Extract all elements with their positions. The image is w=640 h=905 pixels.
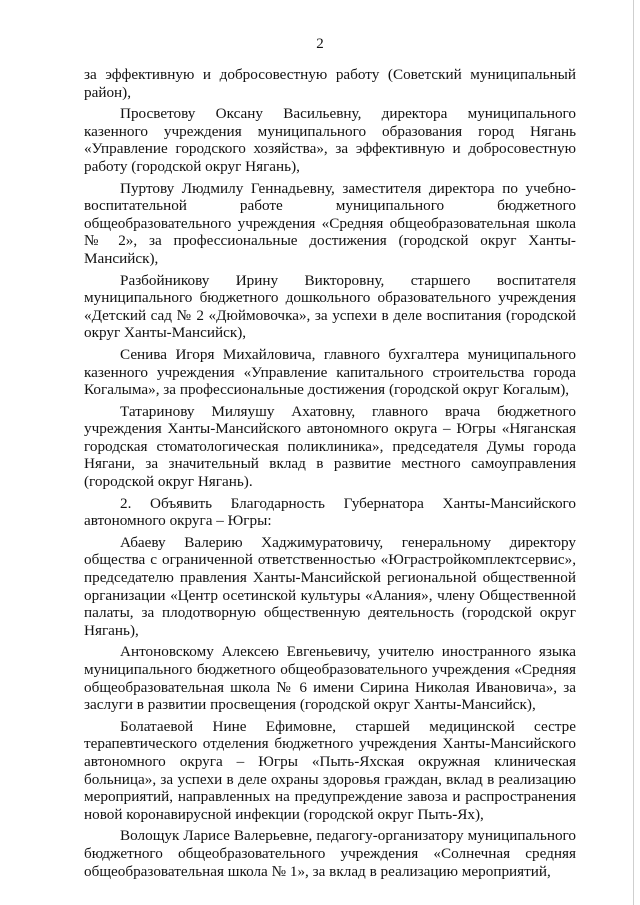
scan-edge (633, 0, 634, 905)
paragraph-antonovsky: Антоновскому Алексею Евгеньевичу, учителю иностранного языка муниципального бюджетного общеобразовательного учреждения «Средняя общеобразовательная школа № 6 имени Сирина Николая Ивановича», за заслуги в развитии просвещения (городской округ Ханты-Мансийск), (84, 643, 576, 714)
paragraph-voloshchuk: Волощук Ларисе Валерьевне, педагогу-организатору муниципального бюджетного общеобразовательного учреждения «Солнечная средняя общеобразовательная школа № 1», за вклад в реализацию мероприятий, (84, 827, 576, 880)
paragraph-seniva: Сенива Игоря Михайловича, главного бухгалтера муниципального казенного учреждения «Управление капитального строительства города Когалыма», за профессиональные достижения (городской округ Когалым), (84, 345, 576, 399)
paragraph-purtova: Пуртову Людмилу Геннадьевну, заместителя директора по учебно-воспитательной работе муниципального бюджетного общеобразовательного учреждения «Средняя общеобразовательная школа № 2», за профессиональные достижения (городской округ Ханты-Мансийск), (84, 179, 576, 267)
document-body (84, 66, 576, 884)
section-2-heading: 2. Объявить Благодарность Губернатора Ханты-Мансийского автономного округа – Югры: (84, 494, 576, 530)
paragraph-prosvetova: Просветову Оксану Васильевну, директора муниципального казенного учреждения муниципального образования город Нягань «Управление городского хозяйства», за эффективную и добросовестную работу (городской округ Нягань), (84, 105, 576, 175)
paragraph-abaev: Абаеву Валерию Хаджимуратовичу, генеральному директору общества с ограниченной ответственностью «Юграстройкомплектсервис», председателю правления Ханты-Мансийской региональной общественной организации «Центр осетинской культуры «Алания», члену Общественной палаты, за плодотворную общественную деятельность (городской округ Нягань), (84, 533, 576, 639)
paragraph-tatarinova: Татаринову Миляушу Ахатовну, главного врача бюджетного учреждения Ханты-Мансийского автономного округа – Югры «Няганская городская стоматологическая поликлиника», председателя Думы города Нягани, за значительный вклад в развитие местного самоуправления (городской округ Нягань). (84, 402, 576, 491)
paragraph-razboynikova: Разбойникову Ирину Викторовну, старшего воспитателя муниципального бюджетного дошкольного образовательного учреждения «Детский сад № 2 «Дюймовочка», за успехи в деле воспитания (городской округ Ханты-Мансийск), (84, 271, 576, 342)
paragraph-bolataeva: Болатаевой Нине Ефимовне, старшей медицинской сестре терапевтического отделения бюджетного учреждения Ханты-Мансийского автономного округа – Югры «Пыть-Яхская окружная клиническая больница», за успехи в деле охраны здоровья граждан, вклад в реализацию мероприятий, направленных на предупреждение завоза и распространения новой коронавирусной инфекции (городской округ Пыть-Ях), (84, 717, 576, 823)
paragraph-continuation: за эффективную и добросовестную работу (Советский муниципальный район), (84, 66, 576, 101)
page-number: 2 (316, 36, 324, 52)
